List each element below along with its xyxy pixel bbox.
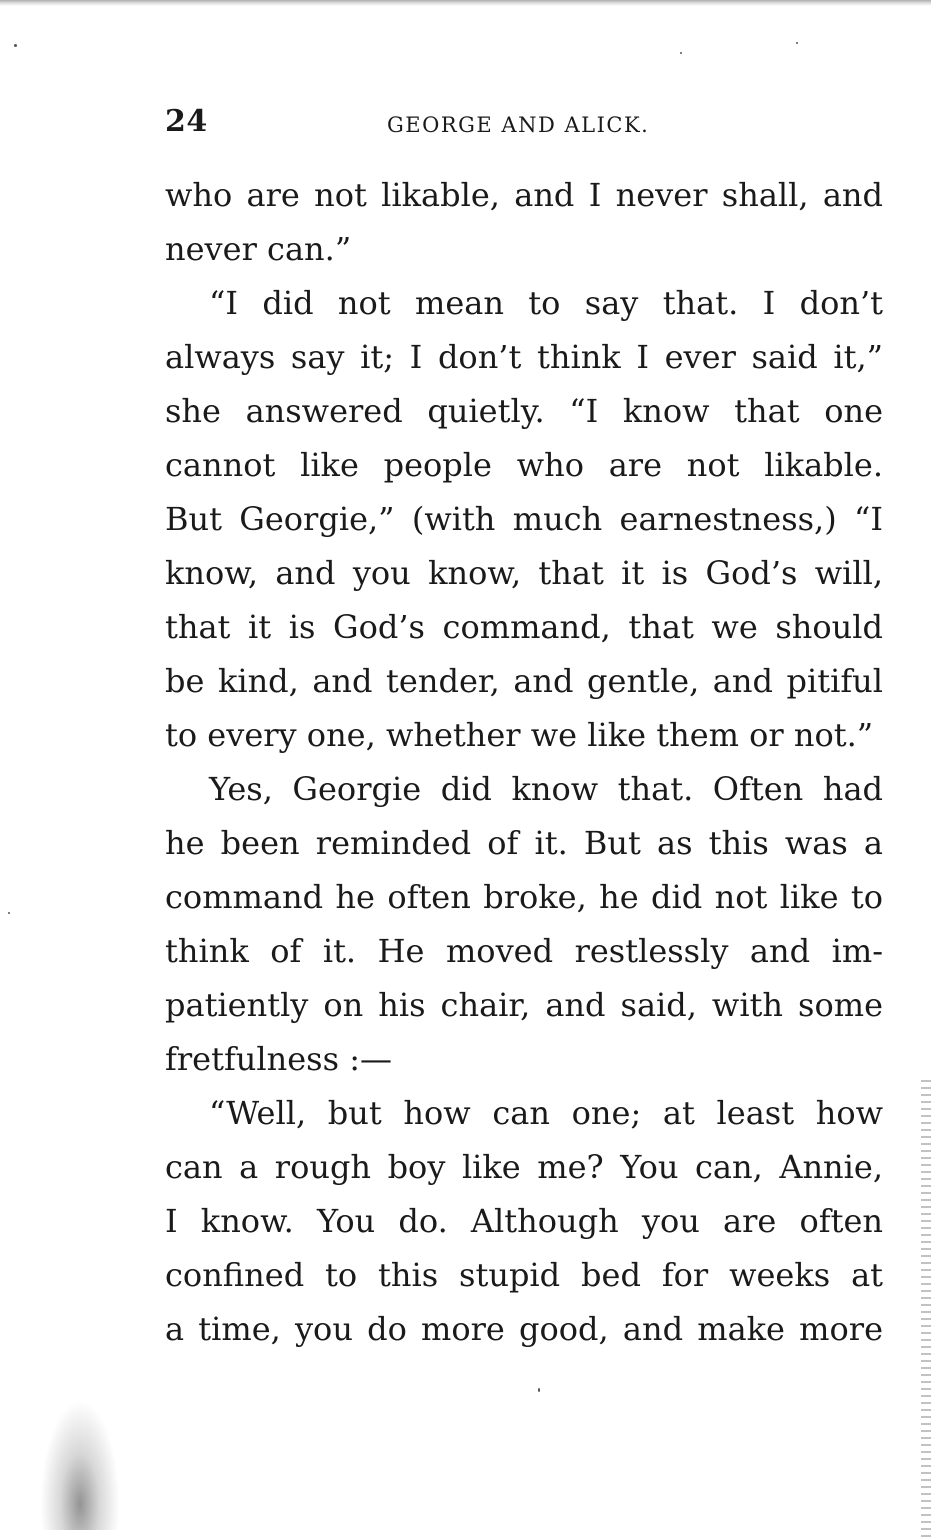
text-line: patiently on his chair, and said, with some [165,986,883,1024]
text-line: fretfulness :— [165,1040,392,1078]
text-line: cannot like people who are not likable. [165,446,883,484]
text-line: she answered quietly. “I know that one [165,392,883,430]
text-line: who are not likable, and I never shall, and [165,176,883,214]
running-title: GEORGE AND ALICK. [387,113,650,137]
text-line: Yes, Georgie did know that. Often had [209,770,883,808]
text-line: that it is God’s command, that we should [165,608,883,646]
text-line: command he often broke, he did not like to [165,878,883,916]
speck [538,1388,540,1392]
body-text [165,168,883,1356]
page-number: 24 [165,104,208,139]
text-line: can a rough boy like me? You can, Annie, [165,1148,883,1186]
text-line: “I did not mean to say that. I don’t [209,284,883,322]
page-right-edge [921,1080,931,1537]
text-line: think of it. He moved restlessly and im- [165,932,883,970]
text-line: he been reminded of it. But as this was a [165,824,883,862]
speck [796,42,798,44]
text-line: confined to this stupid bed for weeks at [165,1256,883,1294]
speck [680,52,682,54]
text-line: I know. You do. Although you are often [165,1202,883,1240]
ink-smudge [40,1400,120,1530]
page-header [165,104,883,144]
speck [14,44,17,47]
text-line: to every one, whether we like them or not.” [165,716,874,754]
text-line: a time, you do more good, and make more [165,1310,883,1348]
text-line: never can.” [165,230,352,268]
text-line: But Georgie,” (with much earnestness,) “I [165,500,883,538]
text-line: “Well, but how can one; at least how [209,1094,883,1132]
speck [8,912,10,914]
text-line: be kind, and tender, and gentle, and pitiful [165,662,883,700]
text-line: know, and you know, that it is God’s will, [165,554,883,592]
page-top-edge [0,0,931,6]
text-line: always say it; I don’t think I ever said it,” [165,338,883,376]
